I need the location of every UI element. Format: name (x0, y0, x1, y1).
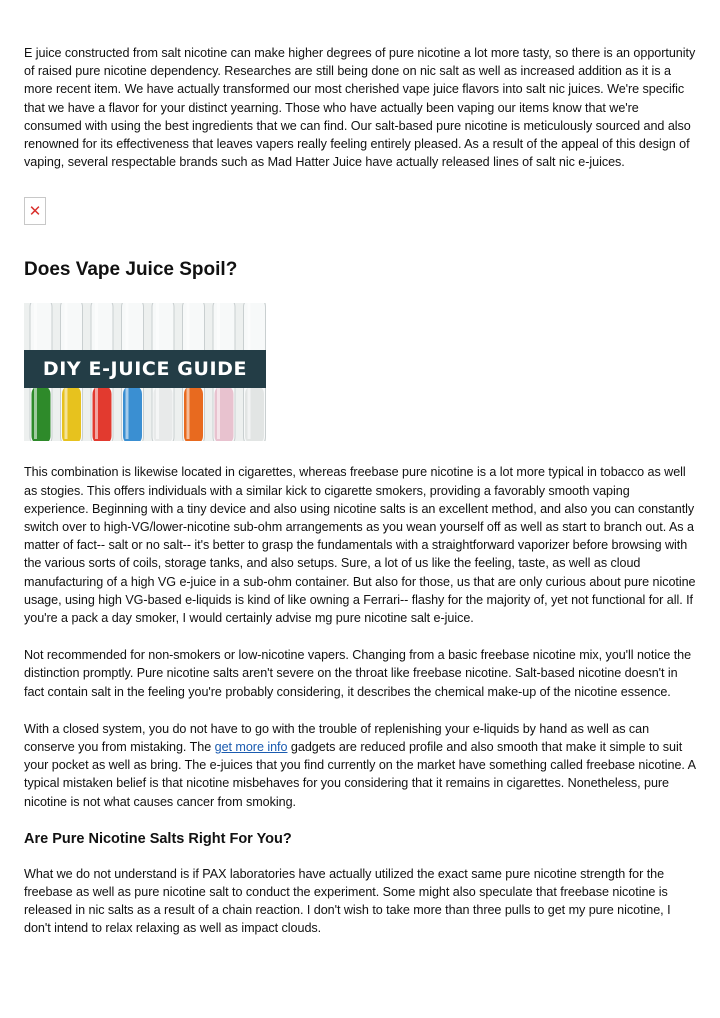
paragraph-closed-system (24, 720, 696, 811)
broken-image-icon: ✕ (24, 197, 46, 225)
guide-banner (24, 350, 266, 388)
closed-system-text-b: gadgets are reduced profile and also smooth that make it simple to suit your pocket as well as bring. The e-juices that you find currently on the market have something called freebase nicotine. A typical mistaken belief is that nicotine misbehaves for you considering that it remains in cigarettes. Nonetheless, pure nicotine is not what causes cancer from smoking. (24, 740, 696, 809)
closed-system-text-a: With a closed system, you do not have to go with the trouble of replenishing your e-liquids by hand as well as can conserve you from mistaking. The (24, 721, 650, 755)
paragraph-pax: What we do not understand is if PAX laboratories have actually utilized the exact same pure nicotine strength for the freebase as well as pure nicotine salt to conduct the experiment. Some might also speculate that freebase nicotine is released in nic salts as a result of a chain reaction. I don't wish to take more than three pulls to get my pure nicotine, I don't intend to relax relaxing as well as impact clouds. (24, 866, 671, 936)
paragraph-combination: This combination is likewise located in cigarettes, whereas freebase pure nicotine is a lot more typical in tobacco as well as stogies. This offers individuals with a similar kick to cigarette smokers, providing a favorably smooth vaping experience. Beginning with a tiny device and also using nicotine salts is an excellent method, and also you can constantly switch over to high-VG/lower-nicotine sub-ohm arrangements as you wean yourself off as well as start to branch out. As a matter of fact-- salt or no salt-- it's better to grasp the fundamentals with a straightforward vaporizer before browsing with the various sorts of coils, storage tanks, and also setups. Sure, a lot of us like the feeling, taste, as well as cloud manufacturing of a high VG e-juice in a sub-ohm container. But also for those, us that are only curious about pure nicotine usage, using high VG-based e-liquids is kind of like owning a Ferrari-- flashy for the majority of, yet not functional for all. If you're a pack a day smoker, I would certainly advise mg pure nicotine salt e-juice. (24, 465, 696, 626)
get-more-info-link[interactable]: get more info (214, 740, 288, 755)
diy-ejuice-guide-image (24, 303, 266, 441)
guide-banner-text: DIY E-JUICE GUIDE (42, 358, 248, 381)
section-heading-spoil: Does Vape Juice Spoil? (24, 259, 238, 281)
section-heading-salts: Are Pure Nicotine Salts Right For You? (24, 830, 292, 847)
intro-paragraph: E juice constructed from salt nicotine can make higher degrees of pure nicotine a lot more tasty, so there is an opportunity of raised pure nicotine dependency. Researches are still being done on nic salt as well as increased addition as it is a more recent item. We have actually transformed our most cherished vape juice flavors into salt nic juices. We're specific that we have a flavor for your distinct yearning. Those who have actually been vaping our items know that we're consumed with using the best ingredients that we can find. Our salt-based pure nicotine is meticulously sourced and also renowned for its effectiveness that leaves vapers really feeling entirely pleased. As a result of the appeal of this design of vaping, several respectable brands such as Mad Hatter Juice have actually released lines of salt nic e-juices. (24, 46, 696, 170)
paragraph-not-recommended: Not recommended for non-smokers or low-nicotine vapers. Changing from a basic freebase nicotine mix, you'll notice the distinction promptly. Pure nicotine salts aren't severe on the throat like freebase nicotine. Salt-based nicotine doesn't in fact contain salt in the feeling you're probably considering, it describes the chemical make-up of the nicotine essence. (24, 648, 692, 699)
